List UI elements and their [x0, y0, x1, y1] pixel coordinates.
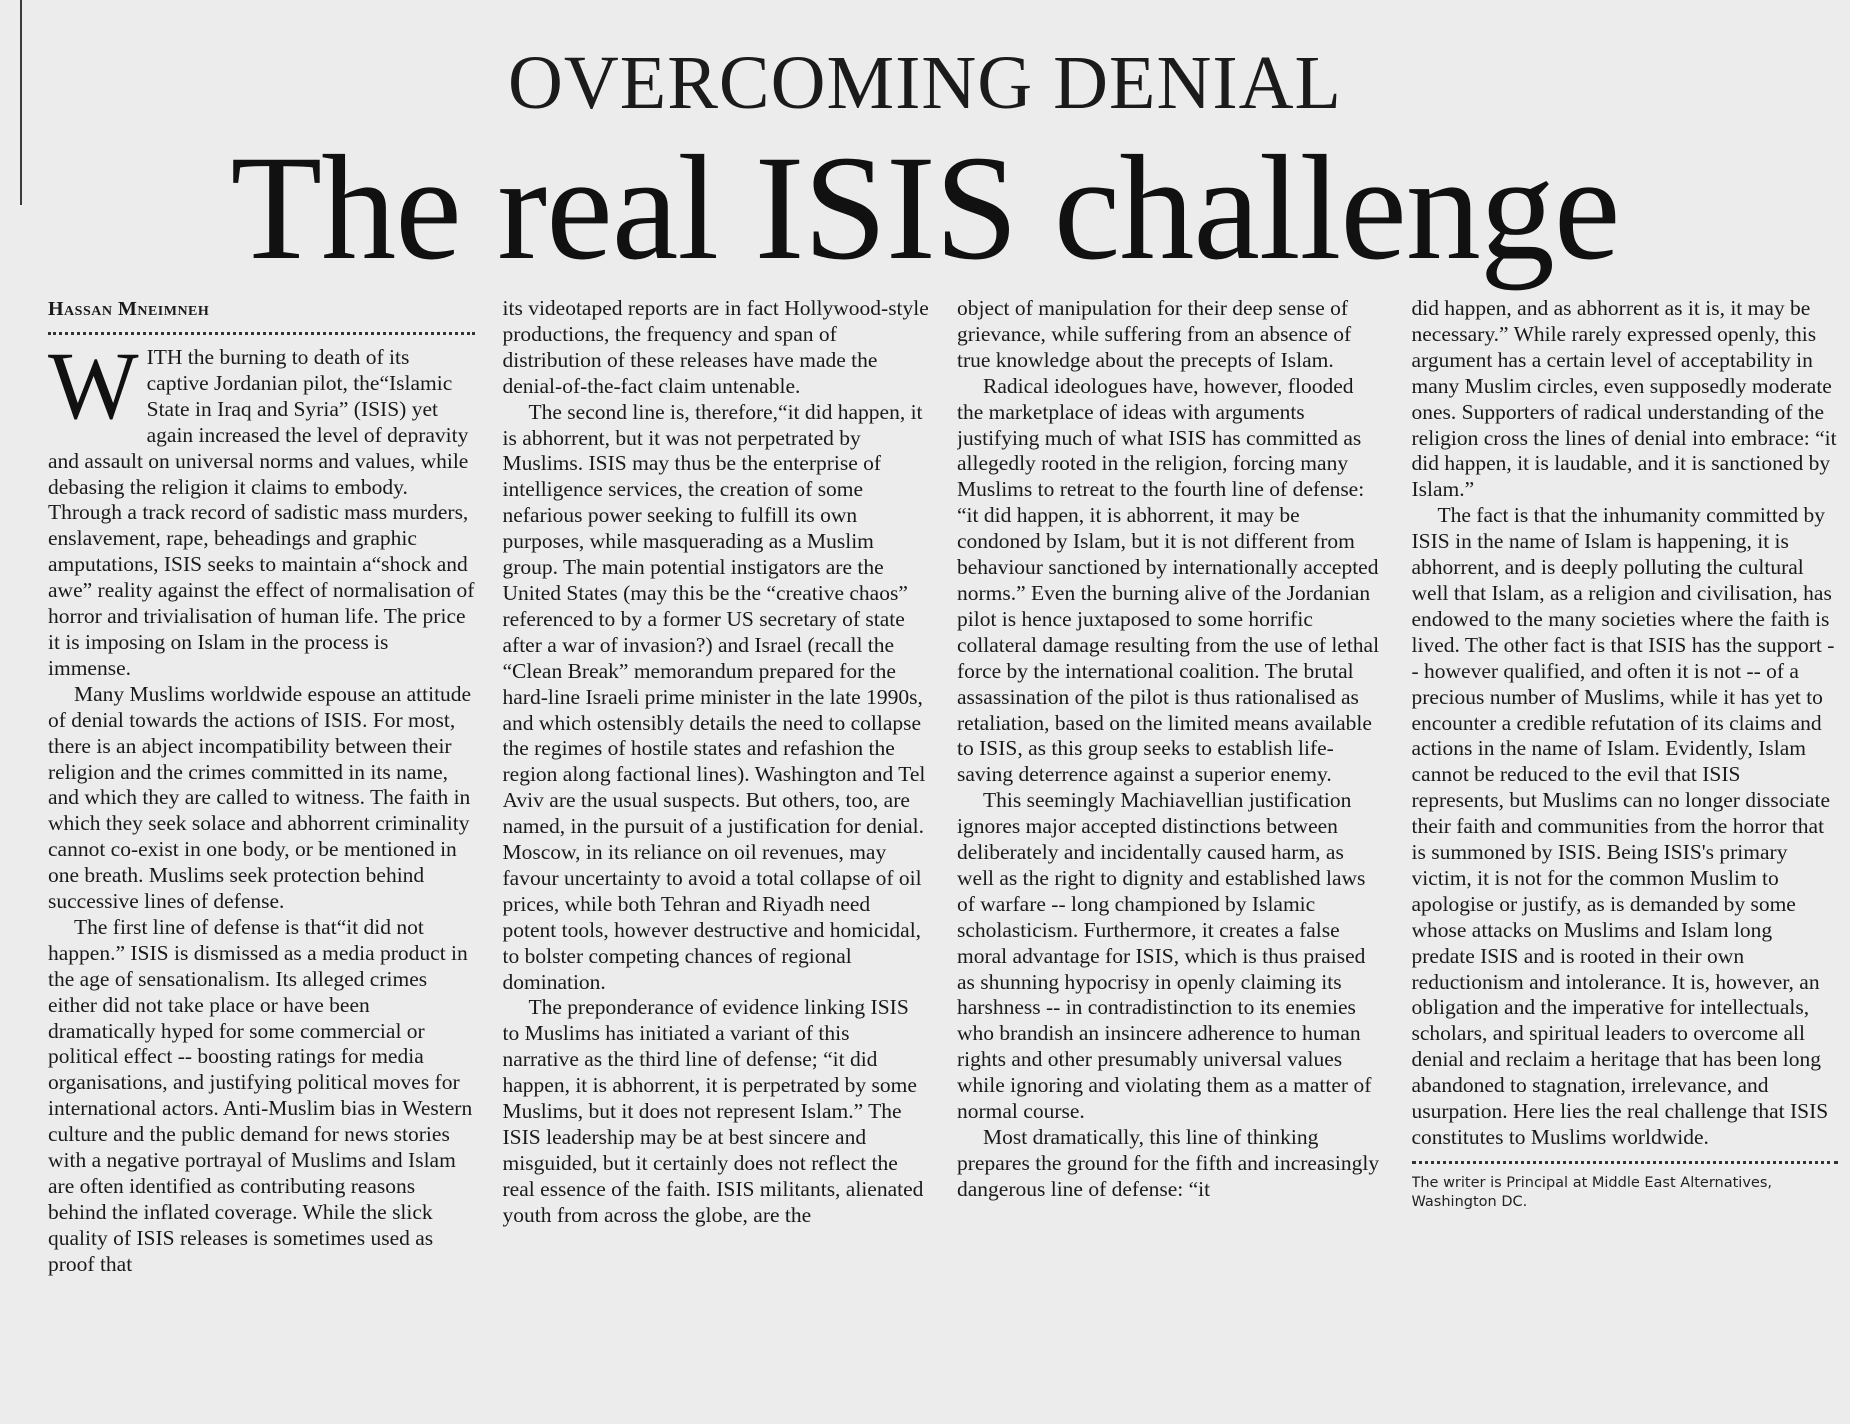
column-1 — [48, 296, 475, 1408]
paragraph: object of manipulation for their deep sense of grievance, while suffering from an absence of true knowledge about the precepts of Islam. — [957, 296, 1352, 372]
paragraph: Many Muslims worldwide espouse an attitude of denial towards the actions of ISIS. For most, there is an abject incompatibility between their religion and the crimes committed in its name, and which they are called to witness. The faith in which they seek solace and abhorrent criminality cannot co-exist in one body, or be mentioned in one breath. Muslims seek protection behind successive lines of defense. — [48, 681, 472, 914]
drop-cap: W — [48, 332, 139, 439]
paragraph: Most dramatically, this line of thinking prepares the ground for the fifth and increasingly dangerous line of defense: “it — [957, 1125, 1380, 1201]
column-3 — [957, 296, 1384, 1408]
column-4 — [1412, 296, 1839, 1408]
paragraph: The preponderance of evidence linking ISIS to Muslims has initiated a variant of this narrative as the third line of defense; “it did happen, it is abhorrent, it is perpetrated by some Muslims, but it does not represent Islam.” The ISIS leadership may be at best sincere and misguided, but it certainly does not reflect the real essence of the faith. ISIS militants, alienated youth from across the globe, are the — [502, 995, 924, 1227]
paragraph: its videotaped reports are in fact Hollywood-style productions, the frequency and span of distribution of these releases have made the denial-of-the-fact claim untenable. — [502, 296, 929, 398]
paragraph: The first line of defense is that“it did not happen.” ISIS is dismissed as a media product in the age of sensationalism. Its alleged crimes either did not take place or have been dramatically hyped for some commercial or political effect -- boosting ratings for media organisations, and justifying political moves for international actors. Anti-Muslim bias in Western culture and the public demand for news stories with a negative portrayal of Muslims and Islam are often identified as contributing reasons behind the inflated coverage. While the slick quality of ISIS releases is sometimes used as proof that — [48, 914, 473, 1276]
paragraph: did happen, and as abhorrent as it is, it may be necessary.” While rarely expressed openly, this argument has a certain level of acceptability in many Muslim circles, even supposedly moderate ones. Supporters of radical understanding of the religion cross the lines of denial into embrace: “it did happen, it is laudable, and it is sanctioned by Islam.” — [1411, 296, 1837, 502]
author-credit: The writer is Principal at Middle East Alternatives, Washington DC. — [1411, 1174, 1772, 1210]
byline: Hassan Mneimneh — [48, 298, 210, 320]
paragraph: This seemingly Machiavellian justification ignores major accepted distinctions between deliberately and incidentally caused harm, as well as the right to dignity and established laws of warfare -- long championed by Islamic scholasticism. Furthermore, it creates a false moral advantage for ISIS, which is thus praised as shunning hypocrisy in openly claiming its harshness -- in contradistinction to its enemies who brandish an insincere adherence to human rights and other presumably universal values while ignoring and violating them as a matter of normal course. — [957, 788, 1372, 1124]
paragraph: The second line is, therefore,“it did happen, it is abhorrent, but it was not perpetrated by Muslims. ISIS may thus be the enterprise of intelligence services, the creation of some nefarious power seeking to fulfill its own purposes, while masquerading as a Muslim group. The main potential instigators are the United States (may this be the “creative chaos” referenced to by a former US secretary of state after a war of invasion?) and Israel (recall the “Clean Break” memorandum prepared for the hard-line Israeli prime minister in the late 1990s, and which ostensibly details the need to collapse the regimes of hostile states and refashion the region along factional lines). Washington and Tel Aviv are the usual suspects. But others, too, are named, in the pursuit of a justification for denial. Moscow, in its reliance on oil revenues, may favour uncertainty to avoid a total collapse of oil prices, while both Tehran and Riyadh need potent tools, however destructive and homicidal, to bolster competing chances of regional domination. — [502, 399, 926, 994]
paragraph: ITH the burning to death of its captive Jordanian pilot, the“Islamic State in Iraq and Syria” (ISIS) yet again increased the level of depravity and assault on universal norms and values, while debasing the religion it claims to embody. Through a track record of sadistic mass murders, enslavement, rape, beheadings and graphic amputations, ISIS seeks to maintain a“shock and awe” reality against the effect of normalisation of horror and trivialisation of human life. The price it is imposing on Islam in the process is immense. — [48, 345, 475, 680]
paragraph: The fact is that the inhumanity committed by ISIS in the name of Islam is happening, it is abhorrent, and is deeply polluting the cultural well that Islam, as a religion and civilisation, has endowed to the many societies where the faith is lived. The other fact is that ISIS has the support -- however qualified, and often it is not -- of a precious number of Muslims, while it has yet to encounter a credible refutation of its claims and actions in the name of Islam. Evidently, Islam cannot be reduced to the evil that ISIS represents, but Muslims can no longer dissociate their faith and communities from the horror that is summoned by ISIS. Being ISIS's primary victim, it is not for the common Muslim to apologise or justify, as is demanded by some whose attacks on Muslims and Islam long predate ISIS and is rooted in their own reductionism and intolerance. It is, however, an obligation and the imperative for intellectuals, scholars, and spiritual leaders to overcome all denial and reclaim a heritage that has been long abandoned to stagnation, irrelevance, and usurpation. Here lies the real challenge that ISIS constitutes to Muslims worldwide. — [1411, 503, 1835, 1149]
article-headline: The real ISIS challenge — [230, 125, 1620, 291]
column-2 — [503, 296, 930, 1408]
article-columns — [48, 296, 1838, 1408]
kicker-heading: OVERCOMING DENIAL — [508, 41, 1342, 125]
paragraph: Radical ideologues have, however, flooded the marketplace of ideas with arguments justifying much of what ISIS has committed as allegedly rooted in the religion, forcing many Muslims to retreat to the fourth line of defense: “it did happen, it is abhorrent, it may be condoned by Islam, but it is not different from behaviour sanctioned by internationally accepted norms.” Even the burning alive of the Jordanian pilot is hence juxtaposed to some horrific collateral damage resulting from the use of lethal force by the international coalition. The brutal assassination of the pilot is thus rationalised as retaliation, based on the limited means available to ISIS, as this group seeks to establish life-saving deterrence against a superior enemy. — [957, 373, 1380, 787]
credit-dotted-rule — [1412, 1161, 1839, 1164]
